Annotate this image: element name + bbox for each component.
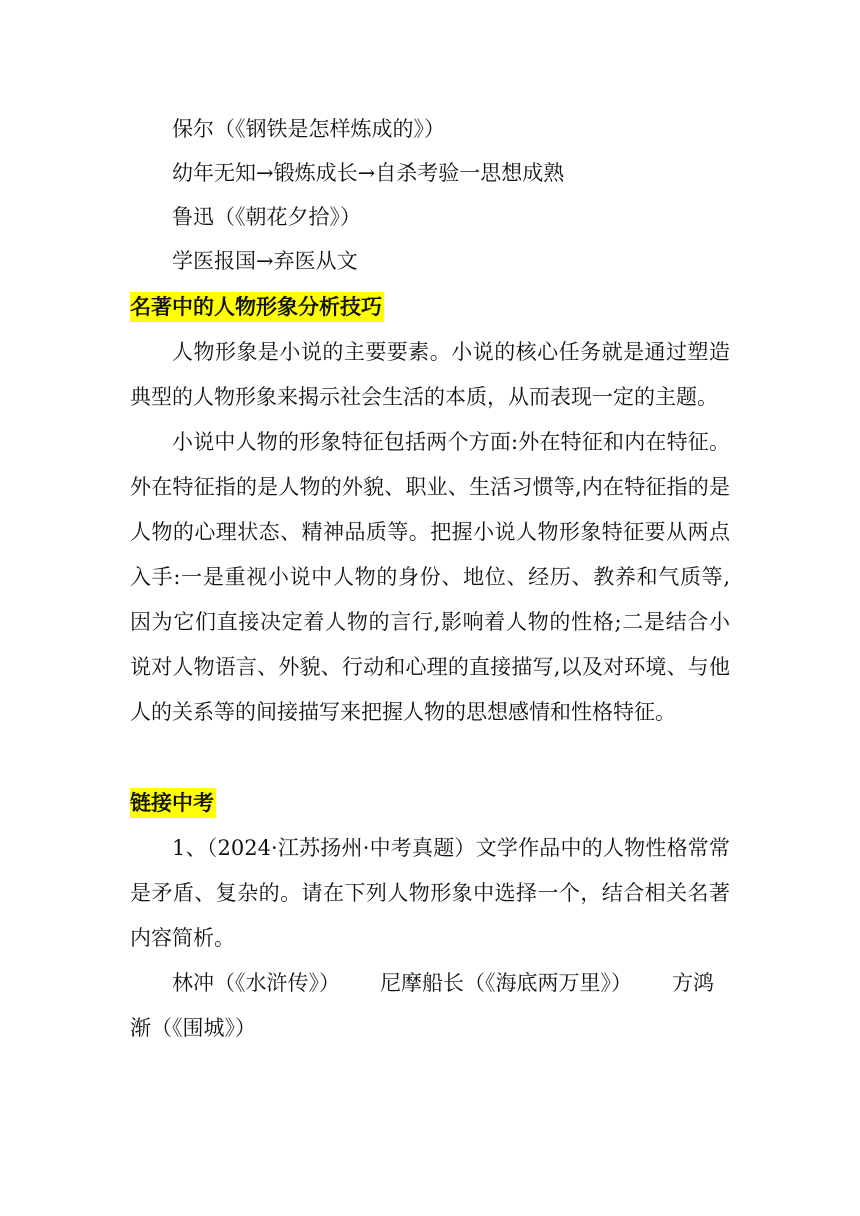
luxun-growth-line: 学医报国→弃医从文 xyxy=(172,249,358,273)
luxun-title-line: 鲁迅（《朝花夕拾》） xyxy=(172,205,361,229)
paul-growth-line: 幼年无知→锻炼成长→自杀考验一思想成熟 xyxy=(172,161,565,185)
section-heading-character-analysis: 名著中的人物形象分析技巧 xyxy=(130,292,384,322)
choice-captain-nemo: 尼摩船长（《海底两万里》） xyxy=(380,971,632,995)
paul-title-line: 保尔（《钢铁是怎样炼成的》） xyxy=(172,117,445,141)
choice-lin-chong: 林冲（《水浒传》） xyxy=(172,971,340,995)
choice-fang-hongjian: 方鸿渐（《围城》） xyxy=(130,971,714,1040)
paragraph-character-importance: 人物形象是小说的主要要素。小说的核心任务就是通过塑造典型的人物形象来揭示社会生活的本质，从而表现一定的主题。 xyxy=(130,340,730,409)
exam-question: 1、（2024·江苏扬州·中考真题）文学作品中的人物性格常常是矛盾、复杂的。请在下列人物形象中选择一个，结合相关名著内容简析。 xyxy=(130,836,730,950)
section-heading-exam-link: 链接中考 xyxy=(130,788,216,818)
character-choices xyxy=(130,961,730,1051)
paragraph-character-features: 小说中人物的形象特征包括两个方面:外在特征和内在特征。外在特征指的是人物的外貌、职业、生活习惯等,内在特征指的是人物的心理状态、精神品质等。把握小说人物形象特征要从两点入手:一是重视小说中人物的身份、地位、经历、教养和气质等,因为它们直接决定着人物的言行,影响着人物的性格;二是结合小说对人物语言、外貌、行动和心理的直接描写,以及对环境、与他人的关系等的间接描写来把握人物的思想感情和性格特征。 xyxy=(130,430,730,724)
